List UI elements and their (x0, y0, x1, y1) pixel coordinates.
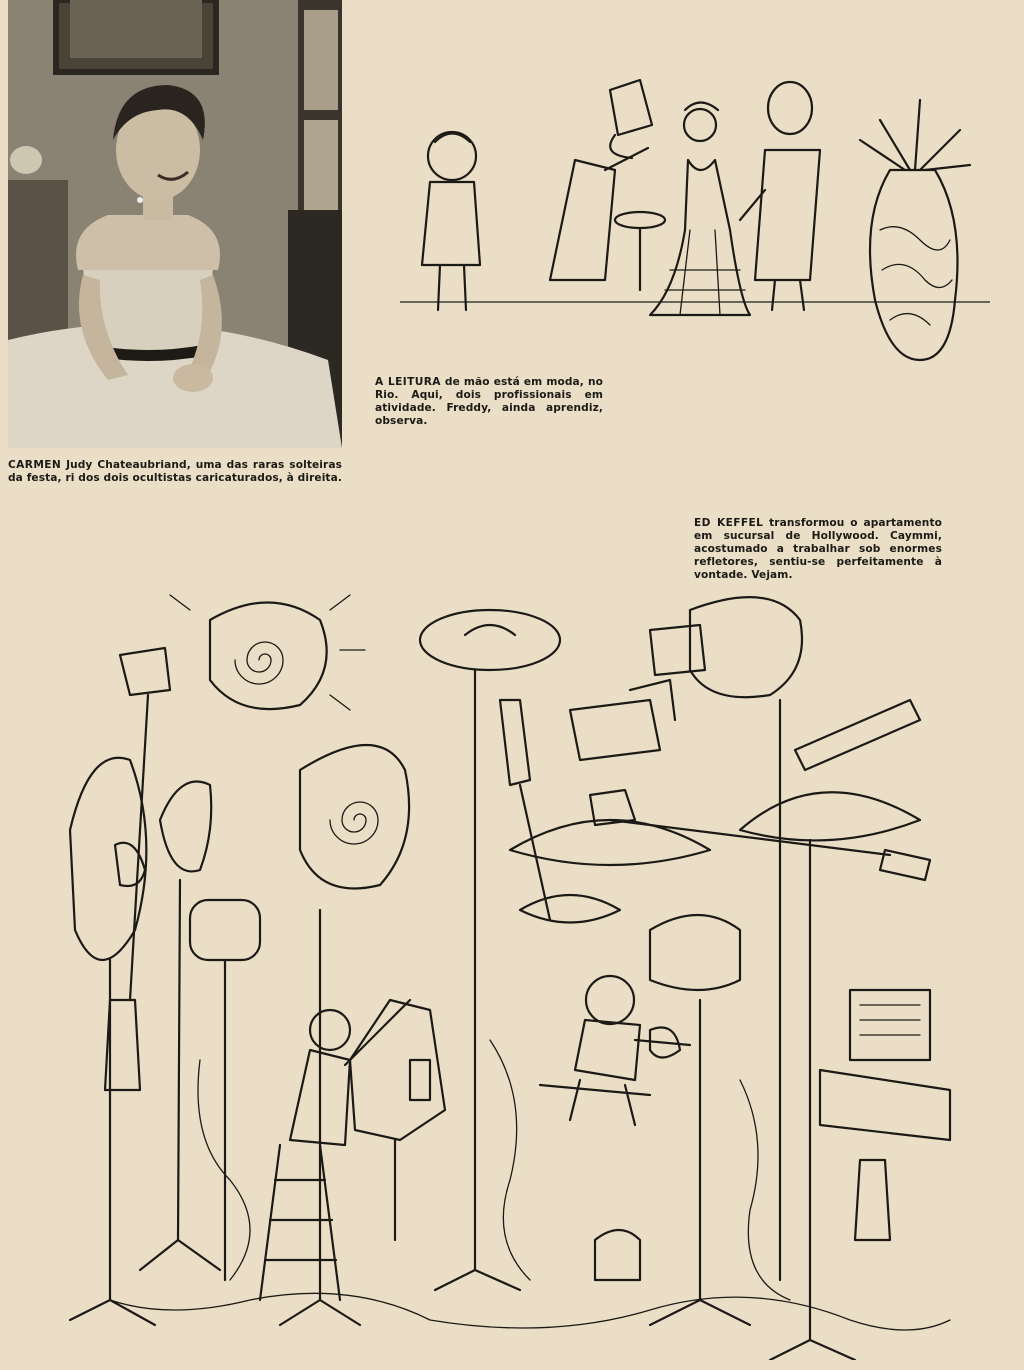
keffel-caption (694, 517, 942, 582)
studio-lights-cartoon (50, 580, 970, 1360)
leitura-caption (375, 376, 603, 428)
carmen-caption-lead: CARMEN (8, 459, 62, 471)
palm-reading-cartoon (400, 70, 990, 370)
leitura-caption-text: de mão está em moda, no Rio. Aqui, dois profissionais em atividade. Freddy, ainda aprendiz, observa. (375, 376, 603, 427)
keffel-caption-lead: ED KEFFEL (694, 517, 764, 529)
keffel-caption-text: transformou o apartamento em sucursal de Hollywood. Caymmi, acostumado a trabalhar sob enormes refletores, sentiu-se perfeitamente à vontade. Vejam. (694, 517, 942, 581)
carmen-photo (8, 0, 342, 448)
leitura-caption-lead: A LEITURA (375, 376, 441, 388)
carmen-caption (8, 459, 342, 485)
carmen-caption-text: Judy Chateaubriand, uma das raras solteiras da festa, ri dos dois ocultistas caricaturados, à direita. (8, 459, 342, 484)
